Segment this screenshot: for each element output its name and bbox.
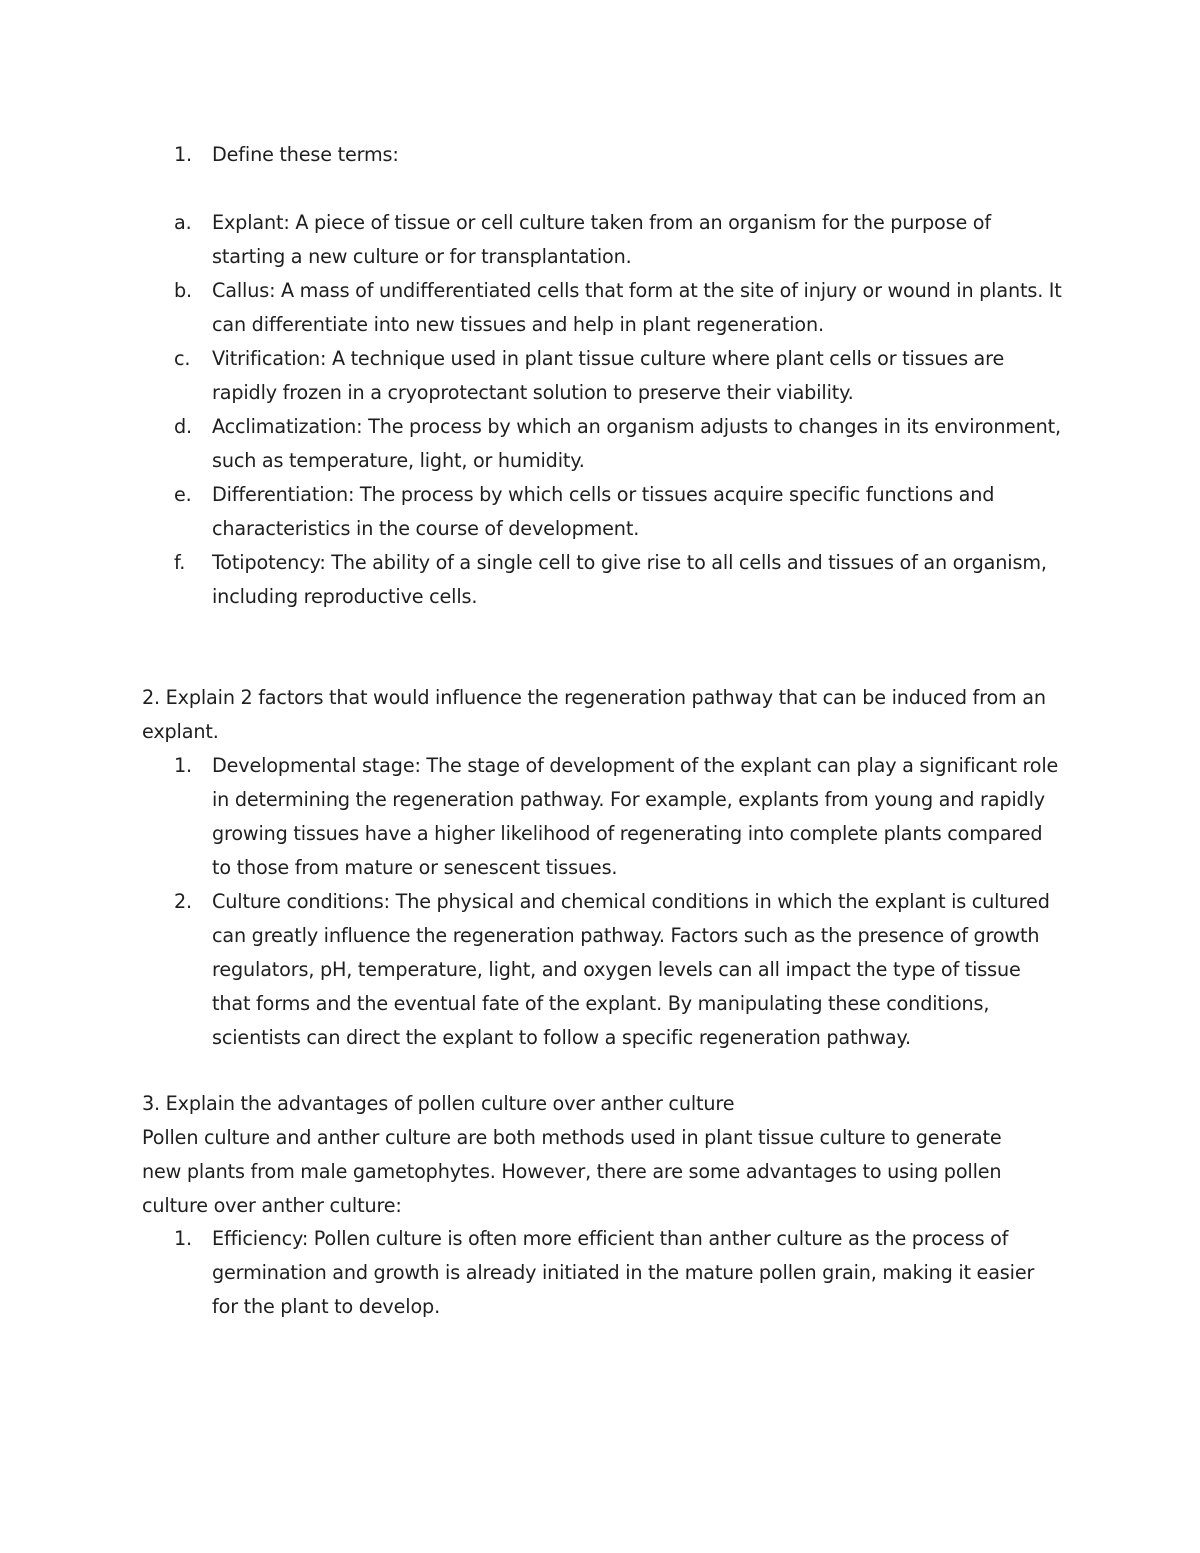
advantage-marker: 1. xyxy=(174,1227,193,1250)
q1-number: 1. xyxy=(174,143,193,166)
q2-question: 2. Explain 2 factors that would influence the regeneration pathway that can be induced from an explant. xyxy=(142,686,1046,743)
term-marker: e. xyxy=(174,483,192,506)
q3-question: 3. Explain the advantages of pollen culture over anther culture xyxy=(142,1092,735,1115)
q3-advantage-efficiency xyxy=(174,1222,1062,1324)
term-differentiation xyxy=(174,478,1062,546)
q2-factor-culture-conditions xyxy=(174,885,1062,1055)
term-callus xyxy=(174,274,1062,342)
term-vitrification xyxy=(174,342,1062,410)
factor-text: Developmental stage: The stage of development of the explant can play a significant role in determining the regeneration pathway. For example, explants from young and rapidly growing tissues have a higher likelihood of regenerating into complete plants compared to those from mature or senescent tissues. xyxy=(212,754,1059,879)
q3-intro: Pollen culture and anther culture are both methods used in plant tissue culture to generate new plants from male gametophytes. However, there are some advantages to using pollen culture over anther culture: xyxy=(142,1126,1002,1217)
term-marker: d. xyxy=(174,415,192,438)
term-marker: b. xyxy=(174,279,192,302)
term-text: Differentiation: The process by which cells or tissues acquire specific functions and characteristics in the course of development. xyxy=(212,483,995,540)
term-marker: c. xyxy=(174,347,191,370)
advantage-text: Efficiency: Pollen culture is often more efficient than anther culture as the process of germination and growth is already initiated in the mature pollen grain, making it easier for the plant to develop. xyxy=(212,1227,1035,1318)
term-text: Vitrification: A technique used in plant tissue culture where plant cells or tissues are rapidly frozen in a cryoprotectant solution to preserve their viability. xyxy=(212,347,1005,404)
factor-marker: 2. xyxy=(174,890,193,913)
term-marker: a. xyxy=(174,211,192,234)
q1-title: Define these terms: xyxy=(212,143,399,166)
term-text: Explant: A piece of tissue or cell culture taken from an organism for the purpose of starting a new culture or for transplantation. xyxy=(212,211,991,268)
factor-text: Culture conditions: The physical and chemical conditions in which the explant is cultured can greatly influence the regeneration pathway. Factors such as the presence of growth regulators, pH, temperature, light, and oxygen levels can all impact the type of tissue that forms and the eventual fate of the explant. By manipulating these conditions, scientists can direct the explant to follow a specific regeneration pathway. xyxy=(212,890,1050,1049)
term-marker: f. xyxy=(174,551,186,574)
q1-heading xyxy=(174,138,1062,172)
term-totipotency xyxy=(174,546,1062,614)
term-acclimatization xyxy=(174,410,1062,478)
term-explant xyxy=(174,206,1062,274)
q2-factor-developmental-stage xyxy=(174,749,1062,885)
term-text: Acclimatization: The process by which an organism adjusts to changes in its environment, such as temperature, light, or humidity. xyxy=(212,415,1061,472)
term-text: Totipotency: The ability of a single cell to give rise to all cells and tissues of an organism, including reproductive cells. xyxy=(212,551,1047,608)
factor-marker: 1. xyxy=(174,754,193,777)
term-text: Callus: A mass of undifferentiated cells that form at the site of injury or wound in plants. It can differentiate into new tissues and help in plant regeneration. xyxy=(212,279,1062,336)
